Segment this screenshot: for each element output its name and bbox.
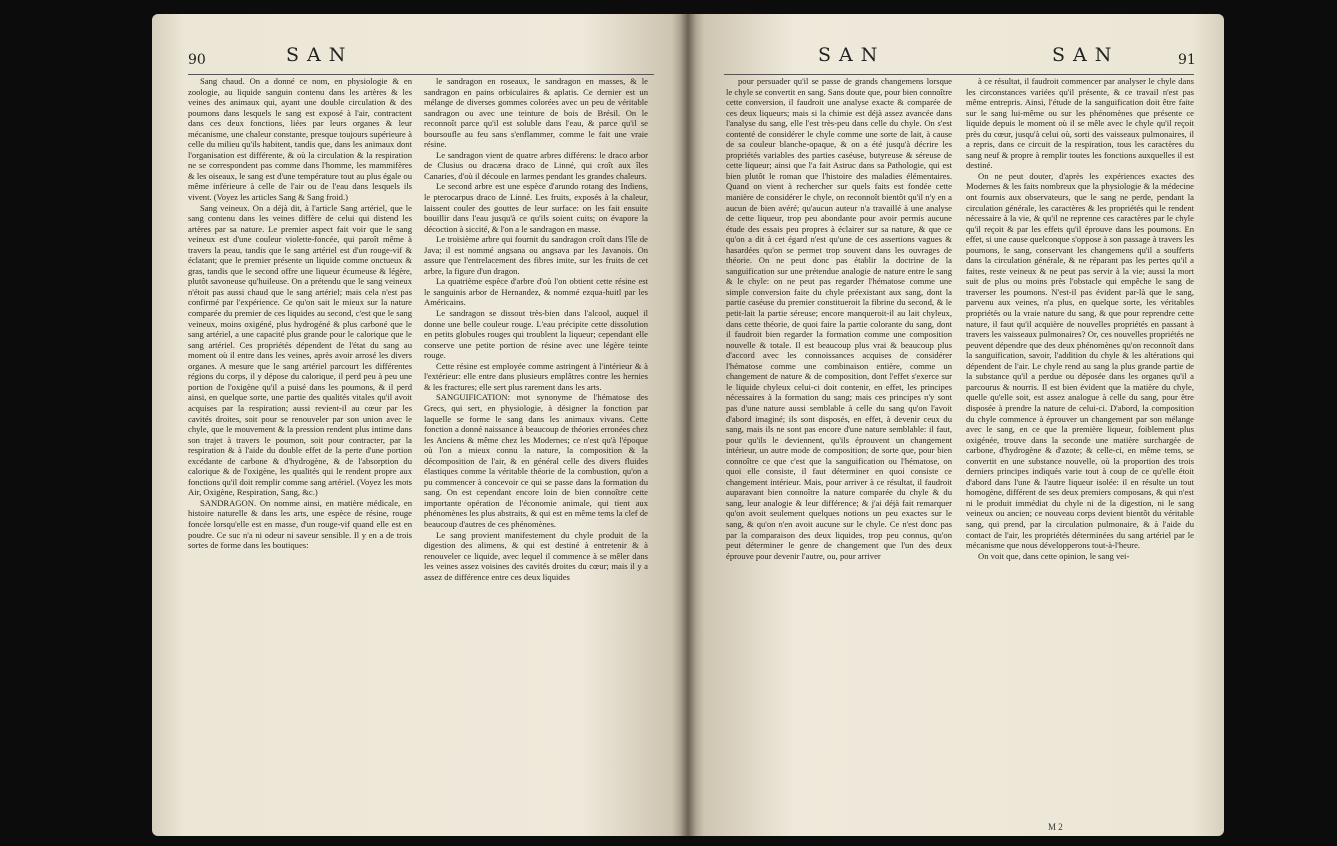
running-header-right-2: SAN: [1052, 44, 1120, 66]
signature-mark: M 2: [1048, 822, 1063, 832]
paragraph: SANDRAGON. On nomme ainsi, en matière médicale, en histoire naturelle & dans les arts, une espèce de résine, rouge foncée lorsqu'elle est en masse, d'un rouge-vif quand elle est en poudre. Ce suc n'a ni odeur ni saveur sensible. Il y en a de trois sortes de forme dans les boutiques:: [188, 497, 412, 551]
book-gutter: [680, 14, 696, 836]
paragraph: le sandragon en roseaux, le sandragon en masses, & le sandragon en pains orbiculaires & aplatis. Ce dernier est un mélange de diverses gommes colorées avec un peu de véritable sandragon ou avec une teinture de bois de Brésil. On le reconnoît parce qu'il est soluble dans l'eau, & parce qu'il se boursoufle au feu sans s'enflammer, comme le fait une vraie résine.: [424, 76, 648, 150]
paragraph: Le troisième arbre qui fournit du sandragon croît dans l'île de Java; il est nommé angsana ou angsava par les Javanois. On assure que l'entrelacement des fibres imite, sur les fruits de cet arbre, la figure d'un dragon.: [424, 234, 648, 276]
paragraph: On ne peut douter, d'après les expériences exactes des Modernes & les faits nombreux que la physiologie & la médecine ont fournis aux observateurs, que le sang ne perde, pendant la circulation générale, les caractères & les propriétés qui le rendent nécessaire à la vie, & qu'il ne reprenne ces caractères par le chyle qu'il reçoit & par les effets qu'il éprouve dans les poumons. En effet, si une cause quelconque s'oppose à son passage à travers les poumons, le sang, conservant les changemens qu'il a soufferts dans la circulation générale, & ne réparant pas les pertes qu'il a faites, reste veineux & ne peut pas servir à la vie; aussi la mort suit de plus ou moins près l'obstacle qui empêche le sang de traverser les poumons. N'est-il pas évident par-là que le sang, parvenu aux veines, n'a plus, en quelque sorte, les véritables propriétés ou la vraie nature du sang, & que pour reprendre cette nature, il faut qu'il acquière de nouvelles propriétés en passant à travers les vaisseaux pulmonaires? Or, ces nouvelles propriétés ne peuvent dépendre que des deux phénomènes qu'on reconnoît dans la sanguification, savoir, l'addition du chyle & les altérations qui dépendent de l'air. Le chyle rend au sang la plus grande partie de la substance qu'il a perdue ou déposée dans les organes qu'il a parcourus & nourris. Il est bien évident que la matière du chyle, quelle qu'elle soit, est assez analogue à celle du sang, pour être disposée à prendre la nature de celui-ci. D'abord, la composition du chyle commence à éprouver un changement par son mélange avec le sang, en ce que la première liqueur, foiblement plus oxigénée, trouve dans la seconde une matière surchargée de carbone, d'hydrogène & d'azote; & celle-ci, en même tems, se convertit en une substance nouvelle, où la proportion des trois derniers principes indiqués varie tout à coup de ce qu'elle étoit d'abord dans l'une & l'autre liqueur isolée: il en résulte un tout homogène, différent de ses deux premiers composans, & qui n'est ni le produit immédiat du chyle ni de la digestion, ni le sang veineux ou ancien; ce nouveau corps devient bientôt du véritable sang, qui prend, par la circulation pulmonaire, & à l'aide du contact de l'air, les propriétés déterminées du sang artériel par le mécanisme que nous développerons tout-à-l'heure.: [966, 170, 1194, 551]
open-book: [152, 14, 1224, 836]
right-column-1: [726, 76, 952, 828]
left-page: [152, 14, 688, 836]
paragraph: pour persuader qu'il se passe de grands changemens lorsque le chyle se convertit en sang. Sans doute que, pour bien connoître cette conversion, il faudroit une analyse exacte & comparée de ces deux liqueurs; mais si la chimie est déjà assez avancée dans l'analyse du sang, elle l'est très-peu dans celle du chyle. On s'est contenté de considérer le chyle comme une sorte de lait, à cause de sa couleur blanche-opaque, & on a été jusqu'à décrire les propriétés variables des parties caséuse, butyreuse & séreuse de cette liqueur; ainsi que l'a fait Astruc dans sa Pathologie, qui est bien plutôt le roman que l'histoire des maladies élémentaires. Quand on vient à rechercher sur quels faits est fondée cette manière de considérer le chyle, on reconnoît bientôt qu'il n'y en a aucun de bien avéré; qu'aucun auteur n'a travaillé à une analyse de cette liqueur, trop peu abondante pour avoir permis aucune étude des essais peu propres à éclairer sur sa nature, & que ce qu'on a dit à cet égard n'est qu'une de ces assertions vagues & hasardées qu'on se permet trop souvent dans les ouvrages de théorie. On ne peut donc pas établir la doctrine de la sanguification sur une prétendue analogie de nature entre le sang & le chyle: on ne peut pas regarder l'hématose comme une simple conversion faite du chyle préexistant aux sang, dont la partie caséuse du premier constitueroit la fibrine du second, & le petit-lait la partie séreuse; encore manqueroit-il au lait chyleux, dans cette théorie, de quoi faire la partie colorante du sang, dont il faudroit bien regarder la formation comme une composition nouvelle & totale. Il est beaucoup plus vrai & beaucoup plus d'accord avec les connoissances acquises de considérer l'hématose comme une combinaison entière, comme un changement de nature & de composition, dont l'effet s'exerce sur le liquide chyleux celui-ci doit contenir, en effet, les principes nécessaires à la formation du sang; mais ces principes n'y sont pas d'une nature aussi semblable à celle du sang qu'on l'avoit d'abord imaginé; ils sont disposés, en effet, à devenir ceux du sang, mais ils ne sont pas encore d'une nature semblable: il faut, pour qu'ils le deviennent, qu'ils éprouvent un changement intérieur, un autre mode de composition; de sorte que, pour bien connoître ce que c'est que la sanguification ou l'hématose, on quoi elle consiste, il faut déterminer en quoi consiste ce changement intérieur. Mais, pour arriver à ce résultat, il faudroit auparavant bien connoître la nature comparée du chyle & du sang, leur analogie & leur différence; & j'ai déjà fait remarquer qu'on avoit seulement quelques notions un peu exactes sur le sang, & qu'on n'en avoit aucune sur le chyle. Ce n'est donc pas par la comparaison des deux liquides, trop peu connus, qu'on peut déterminer le genre de changement que l'un des deux éprouve pour devenir l'autre, ou, pour arriver: [726, 76, 952, 561]
paragraph: Sang chaud. On a donné ce nom, en physiologie & en zoologie, au liquide sanguin contenu dans les artères & les veines des animaux qui, ayant une double circulation & des poumons dans lesquels le sang est exposé à l'air, contractent dans ces deux fonctions, liées par leurs organes & leur mécanisme, une chaleur constante, presque toujours supérieure à celle du milieu qu'ils habitent, tandis que, dans les animaux dont l'organisation est différente, & où la circulation & la respiration ne se correspondent pas comme dans l'homme, les mammifères & les oiseaux, le sang est d'une température tout au plus égale ou même inférieure à celle de l'air ou de l'eau dans lesquels ils vivent. (Voyez les articles Sang & Sang froid.): [188, 76, 412, 203]
paragraph: Le sandragon vient de quatre arbres différens: le draco arbor de Clusius ou dracæna draco de Linné, qui croît aux îles Canaries, d'où il découle en larmes pendant les grandes chaleurs.: [424, 149, 648, 181]
paragraph: SANGUIFICATION: mot synonyme de l'hématose des Grecs, qui sert, en physiologie, à désigner la fonction par laquelle se forme le sang dans les animaux vivans. Cette fonction a donné naissance à beaucoup de théories erronées chez les Anciens & même chez les Modernes; ce n'est qu'à l'époque où l'on a mieux connu la nature, la composition & la décomposition de l'air, & en général celle des divers fluides élastiques comme la véritable théorie de la combustion, qu'on a pu commencer à concevoir ce qui se passe dans la formation du sang. On est cependant encore loin de bien connoître cette importante opération de l'économie animale, qui tient aux phénomènes les plus abstraits, & qui est en même tems la clef de beaucoup d'autres de ces phénomènes.: [424, 392, 648, 529]
paragraph: Cette résine est employée comme astringent à l'intérieur & à l'extérieur: elle entre dans plusieurs emplâtres contre les hernies & les fractures; elle sert plus rarement dans les arts.: [424, 360, 648, 392]
paragraph: La quatrième espèce d'arbre d'où l'on obtient cette résine est le sanguinis arbor de Hernandez, & nommé ezqua-huitl par les Américains.: [424, 276, 648, 308]
paragraph: Le sandragon se dissout très-bien dans l'alcool, auquel il donne une belle couleur rouge. L'eau précipite cette dissolution en petits globules rouges qui troublent la liqueur; cependant elle conserve une petite portion de résine avec une légère teinte rouge.: [424, 308, 648, 361]
paragraph: Le second arbre est une espèce d'arundo rotang des Indiens, le pterocarpus draco de Linné. Les fruits, exposés à la chaleur, laissent couler des gouttes de leur surface: on les fait ensuite bouillir dans l'eau jusqu'à ce qu'ils soient cuits; on évapore la décoction à siccité, & l'on a le sandragon en masse.: [424, 181, 648, 234]
paragraph: Sang veineux. On a déjà dit, à l'article Sang artériel, que le sang contenu dans les veines diffère de celui qui distend les artères par sa nature. Le premier aspect fait voir que le sang veineux est d'une couleur violette-foncée, qui paroît même à travers la peau, tandis que le sang artériel est d'un rouge-vif & éclatant; que le premier présente un liquide comme onctueux & gras, tandis que le second offre une liqueur écumeuse & légère, plutôt savoneuse qu'huileuse. On a prétendu que le sang veineux n'étoit pas aussi chaud que le sang artériel; mais cela n'est pas confirmé par l'expérience. Ce qu'on sait le mieux sur la nature comparée du premier de ces liquides au second, c'est que le sang veineux, moins oxigéné, plus hydrogéné & plus carboné que le sang artériel, a une capacité plus grande pour le calorique que le sang artériel. Ces propriétés dépendent de l'état du sang au moment où il entre dans les veines, après avoir arrosé les divers organes. A mesure que le sang artériel parcourt les différentes régions du corps, il y dépose du calorique, il perd peu à peu une portion de l'oxigène qu'il a puisé dans les poumons, & il perd ainsi, en quelque sorte, une partie des qualités vitales qu'il avoit acquises par la respiration; aussi revient-il au cœur par les cavités droites, soit pour se renouveler par son union avec le chyle, que le mouvement & la pression rendent plus intime dans son trajet à travers le poumon, soit pour contracter, par la respiration & à l'aide du double effet de la perte d'une portion excédante de carbone & d'hydrogène, & de l'absorption du calorique & de l'oxigène, les qualités qui le rendent propre aux fonctions qu'il doit remplir comme sang artériel. (Voyez les mots Air, Oxigène, Respiration, Sang, &c.): [188, 202, 412, 498]
left-column-1: [188, 76, 412, 828]
running-header-right-1: SAN: [818, 44, 886, 66]
page-number-right: 91: [1178, 52, 1196, 68]
right-page: [688, 14, 1224, 836]
paragraph: Le sang provient manifestement du chyle produit de la digestion des alimens, & qui est destiné à entretenir & à renouveler ce liquide, avec lequel il commence à se mêler dans les veines assez voisines des cavités droites du cœur; mais il y a assez de différence entre ces deux liquides: [424, 529, 648, 582]
left-column-2: [424, 76, 648, 828]
right-column-2: [966, 76, 1194, 828]
header-rule: [724, 74, 1194, 75]
header-rule: [188, 74, 654, 75]
page-number-left: 90: [188, 52, 206, 68]
paragraph: On voit que, dans cette opinion, le sang vei-: [978, 550, 1130, 561]
running-header-left: SAN: [286, 44, 354, 66]
paragraph: à ce résultat, il faudroit commencer par analyser le chyle dans les circonstances variées qu'il présente, & ce travail n'est pas même entrepris. Ainsi, l'étude de la sanguification doit être faite sur le sang lui-même ou sur les phénomènes que présente ce liquide depuis le moment où il se mêle avec le chyle qu'il reçoit près du cœur, jusqu'à celui où, sorti des vaisseaux pulmonaires, il a repris, dans ce circuit de la respiration, tous les caractères du sang neuf & propre à remplir toutes les fonctions auxquelles il est destiné.: [966, 76, 1194, 171]
